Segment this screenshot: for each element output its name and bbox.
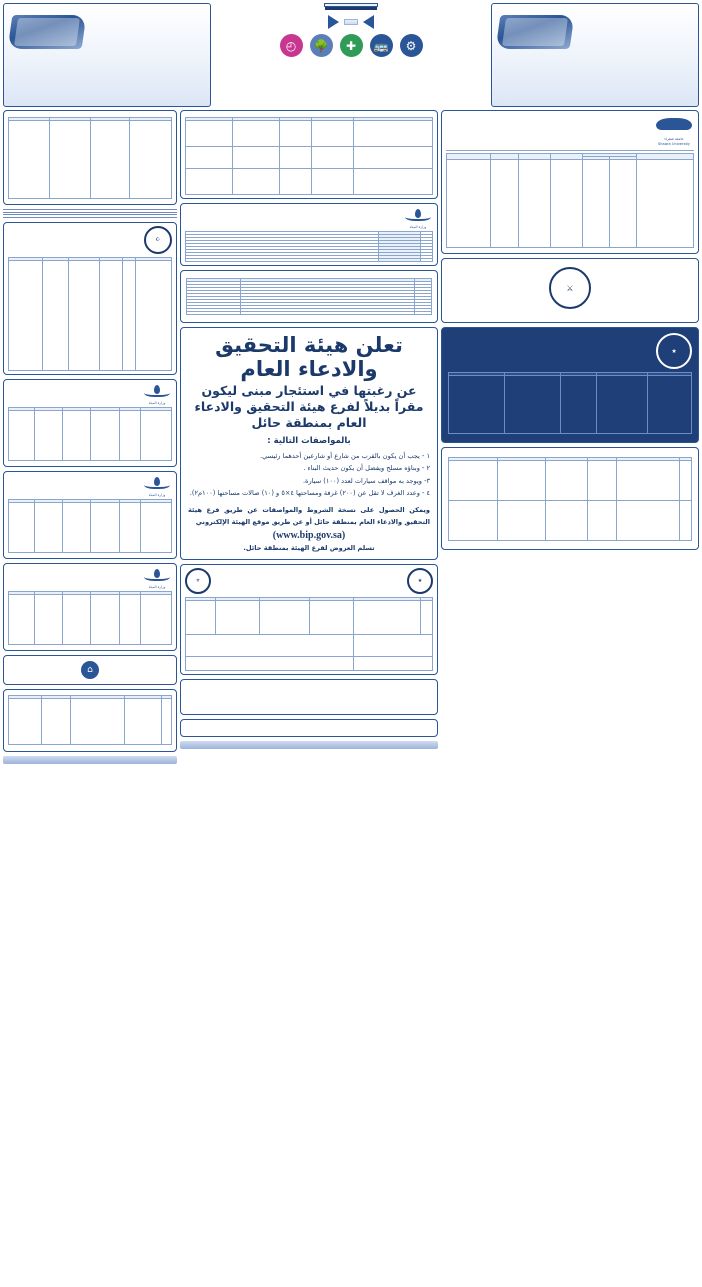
gear-icon: ⚙ [400,34,423,57]
investigation-body: ويمكن الحصول على نسخة الشروط والمواصفات عن طريق فرع هيئة التحقيق والادعاء العام بمنطقة حائل أو عن طريق موقع الهيئة الإلكتروني [188,505,430,526]
shaqra-table [446,153,694,248]
w1-td-0 [141,411,172,461]
med-td-2 [49,121,90,199]
table-row [449,376,692,434]
essawiya-r1-c1 [616,501,679,541]
ad-aqaratcom-tile[interactable] [3,655,177,685]
shaqra-td-price [550,160,582,248]
ss-x0-v[interactable] [186,634,354,656]
jd-td-0 [162,699,172,745]
investigation-spec-1: ١ - يجب أن يكون بالقرب من شارع أو شارعين أحدهما رئيسي. [259,451,430,460]
ad-facilities-security-forces[interactable] [441,327,699,443]
med-td-1 [90,121,129,199]
water-ministry-logo-2 [142,475,172,497]
ss-td-0 [420,600,432,634]
table-row [187,312,432,315]
tree-icon: 🌳 [310,34,333,57]
ad-ministry-of-finance[interactable] [441,258,699,323]
shaqra-td-sale [518,160,550,248]
tarif-table [186,278,432,315]
investigation-specs-label: بالمواصفات التالية : [267,436,351,447]
w2-td-1 [119,503,140,553]
w2-td-0 [141,503,172,553]
w1-td-5 [9,411,35,461]
hisbah-emblem: ☪ [144,226,172,254]
essawiya-r0-c2 [587,461,616,501]
investigation-specs-list [188,450,430,500]
w1-td-2 [90,411,119,461]
water-logo-2-caption: وزارة المياه [148,493,166,497]
masthead [3,3,699,107]
services-strip [344,19,358,25]
tarif-r10-c0 [414,312,431,315]
hb-td-4 [43,261,69,371]
w1-table [8,407,172,461]
shaqra-td-visit [491,160,518,248]
ibn-r1-c0 [353,147,432,169]
table-row [186,259,433,262]
water-logo-caption: وزارة المياه [409,225,427,229]
ad-tarif-municipality[interactable] [180,270,438,323]
w3-td-0 [141,595,172,645]
table-row [449,501,692,541]
ad-water-electricity-3[interactable] [3,563,177,651]
ibn-r2-c4 [186,169,233,195]
ibn-r0-c0 [353,121,432,147]
hb-td-3 [69,261,100,371]
water-ministry-logo [403,207,433,229]
w2-td-3 [62,503,90,553]
investigation-subtitle: عن رغبتها في استئجار مبنى ليكون مقراً بديلاً لفرع هيئة التحقيق والادعاء العام بمنطقة حائل [194,383,424,430]
table-row [186,147,433,169]
table-row [9,595,172,645]
table-row [9,121,172,199]
hb-td-2 [100,261,123,371]
ibn-r1-c2 [279,147,311,169]
w1-td-1 [119,411,140,461]
column-left [3,110,177,1282]
interior-ministry-emblem: ★ [407,568,433,594]
palette-icon: ◴ [280,34,303,57]
ibn-r2-c1 [311,169,353,195]
ss-td-3 [260,600,309,634]
ss-x0-k [353,634,432,656]
footer-strip-left [3,756,177,764]
ibn-r0-c1 [311,121,353,147]
essawiya-table [448,457,692,541]
w3-td-3 [62,595,90,645]
masthead-center [214,3,488,107]
table-row [449,461,692,501]
ad-hisbah-authority[interactable] [3,222,177,375]
special-security-forces-emblem: ⚜ [185,568,211,594]
tarif-r10-c1 [240,312,414,315]
ibn-r0-c4 [186,121,233,147]
water-ministry-logo-3 [142,567,172,589]
column-middle [180,110,438,1282]
shaqra-td-deliver [447,160,491,248]
services-strip-row [214,15,488,29]
table-row [9,261,172,371]
ibn-r0-c2 [279,121,311,147]
roll-brand [496,15,575,49]
shaqra-td-name [637,160,694,248]
ad-jeddah-municipality[interactable] [3,689,177,752]
w2-td-2 [90,503,119,553]
ibn-r2-c2 [279,169,311,195]
hb-td-1 [123,261,136,371]
ad-ibn-shuraim-municipality[interactable] [180,110,438,199]
w1-td-3 [62,411,90,461]
jd-td-2 [70,699,124,745]
table-row [186,169,433,195]
investigation-url[interactable]: (www.bip.gov.sa) [272,530,346,542]
table-row [186,634,433,656]
jeddah-table [8,695,172,745]
facsec-td-3 [504,376,560,434]
table-row [9,411,172,461]
ibnshuraim-table [185,117,433,195]
ss-x1-k [353,656,432,670]
ad-makkah-water-directorate[interactable] [180,203,438,266]
ibn-r1-c4 [186,147,233,169]
water-logo-1-caption: وزارة المياه [148,401,166,405]
investigation-spec-4: ٤ - وعدد الغرف لا تقل عن (٢٠٠) غرفة ومساحتها ٤×٥ و (١٠) صالات مساحتها (١٠٠م٢). [189,489,430,498]
ss-td-4 [215,600,259,634]
essawiya-r0-c5 [449,461,498,501]
table-row [186,121,433,147]
investigation-spec-3: ٣- ويوجد به مواقف سيارات لعدد (١٠٠) سيارة. [302,476,430,485]
water-ministry-logo-1 [142,383,172,405]
ad-investigation-prosecution-authority[interactable] [180,327,438,560]
facsec-td-0 [648,376,692,434]
essawiya-r1-c0 [679,501,691,541]
w2-td-5 [9,503,35,553]
ss-td-1 [353,600,420,634]
table-row [9,699,172,745]
facsec-td-1 [597,376,648,434]
table-row [186,600,433,634]
w3-td-4 [35,595,63,645]
roll-brand-right [8,15,87,49]
essawiya-r0-c4 [497,461,546,501]
medical-table [8,117,172,199]
w3-table [8,591,172,645]
house-icon: ⌂ [81,661,99,679]
makkah-water-table [185,231,433,262]
shaqra-university-logo [654,114,694,146]
bus-icon: 🚌 [370,34,393,57]
shaqra-td-tasdeed [610,160,637,248]
content-columns [3,110,699,1282]
ss-x1-v [186,656,354,670]
facsec-td-4 [449,376,505,434]
mw-r9-n [420,259,432,262]
footer-strip-middle [180,741,438,749]
arrow-left-icon [363,15,374,29]
ibn-r1-c3 [232,147,279,169]
essawiya-r1-c4 [497,501,546,541]
facsec-td-2 [560,376,596,434]
jd-td-1 [124,699,161,745]
mw-r9-k [378,259,420,262]
ibn-r0-c3 [232,121,279,147]
shaqra-banner [446,148,694,151]
essawiya-r0-c3 [546,461,587,501]
newspaper-roll-icon [496,15,575,49]
w2-table [8,499,172,553]
hb-td-5 [9,261,43,371]
jd-td-3 [41,699,70,745]
ad-water-electricity-1[interactable] [3,379,177,467]
ibn-r2-c0 [353,169,432,195]
water-logo-3-caption: وزارة المياه [148,585,166,589]
column-right [441,110,699,1282]
essawiya-r1-c3 [546,501,587,541]
ad-essawiya-municipality[interactable] [441,447,699,550]
facsec-table [448,372,692,434]
w3-td-1 [119,595,140,645]
masthead-title [325,6,377,10]
w3-td-2 [90,595,119,645]
ad-water-electricity-2[interactable] [3,471,177,559]
ss-td-2 [309,600,353,634]
saudi-ministry-of-finance-emblem: ⚔ [549,267,591,309]
med-td-0 [129,121,171,199]
investigation-footer: تسلم العروض لفرع الهيئة بمنطقة حائل. [243,544,375,553]
essawiya-r0-c0 [679,461,691,501]
investigation-spec-2: ٢ - وبناؤه مسلح ويفضل أن يكون حديث البناء . [303,464,430,473]
ad-shaqra-university[interactable] [441,110,699,254]
ad-space-box-right[interactable] [3,3,211,107]
shaqra-td-kurrasa [582,160,609,248]
tarif-r10-c2 [187,312,241,315]
newspaper-roll-icon-right [8,15,87,49]
essawiya-r0-c1 [616,461,679,501]
ad-armed-forces-medical-services[interactable] [3,110,177,205]
arrow-right-icon [328,15,339,29]
table-row [186,656,433,670]
med-td-3 [9,121,50,199]
w1-td-4 [35,411,63,461]
essawiya-r1-c2 [587,501,616,541]
shaqra-logo-caption: جامعة شقراء Shaqra University [658,137,690,146]
ss-td-5 [186,600,216,634]
ad-khafji-municipality[interactable] [180,719,438,737]
specsec-table [185,597,433,671]
ad-space-box-left[interactable] [491,3,699,107]
category-icon-row [280,34,423,57]
health-icon: ✚ [340,34,363,57]
ad-special-security-forces[interactable] [180,564,438,675]
mw-r9-v [186,259,379,262]
hisbah2-title: تعلن هيئة التحقيق والادعاء العام [215,333,403,382]
ibn-r1-c1 [311,147,353,169]
jd-td-4 [9,699,42,745]
table-row [447,160,694,248]
hb-td-0 [136,261,172,371]
essawiya-r1-c5 [449,501,498,541]
hisbah-table [8,257,172,371]
table-row [9,503,172,553]
divider-lines [3,209,177,218]
w2-td-4 [35,503,63,553]
w3-td-5 [9,595,35,645]
ibn-r2-c3 [232,169,279,195]
banner-aqaratcom[interactable] [180,679,438,715]
facilities-security-forces-emblem: ★ [656,333,692,369]
